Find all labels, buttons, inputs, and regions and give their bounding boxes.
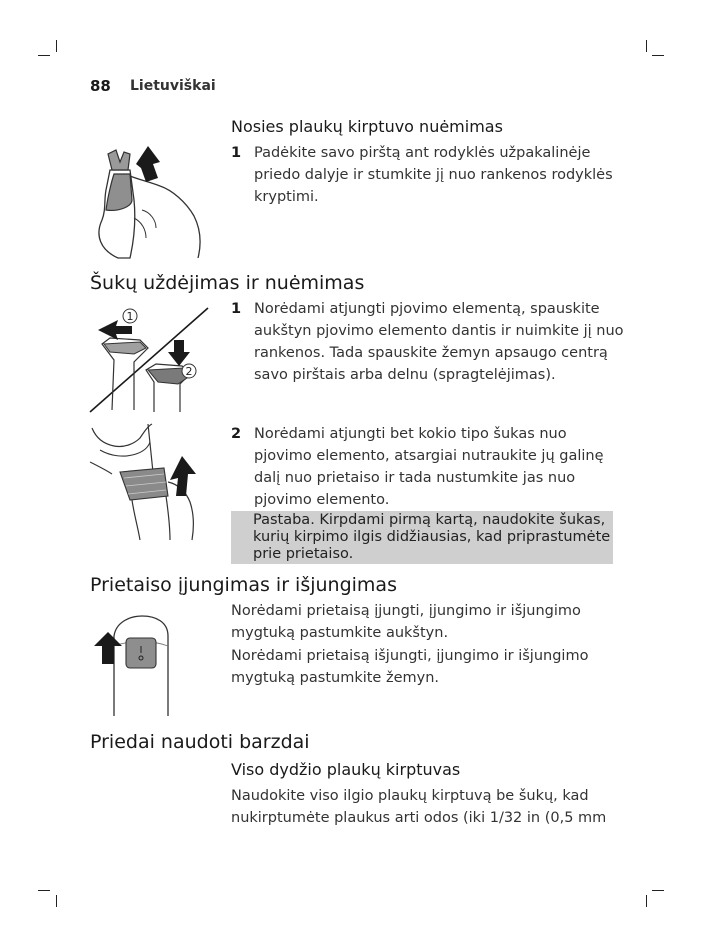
step-text: Norėdami atjungti bet kokio tipo šukas nuo pjovimo elemento, atsargiai nutraukite jų galinę dalį nuo prietaiso ir tada nustumkite jas nuo pjovimo elemento. — [254, 426, 604, 508]
step-number: 1 — [231, 301, 242, 317]
callout-2: 2 — [185, 365, 193, 378]
section-title-beard: Priedai naudoti barzdai — [90, 731, 310, 753]
page-language: Lietuviškai — [130, 78, 216, 94]
paragraph: Naudokite viso ilgio plaukų kirptuvą be šukų, kad nukirptumėte plaukus arti odos (iki 1/32 in (0,5 mm — [231, 788, 607, 826]
crop-mark — [38, 55, 50, 56]
callout-1: 1 — [126, 310, 134, 323]
note-text: Pastaba. Kirpdami pirmą kartą, naudokite šukas, kurių kirpimo ilgis didžiausias, kad priprastumėte prie prietaiso. — [253, 512, 611, 562]
note-box — [231, 511, 613, 564]
paragraph: Norėdami prietaisą išjungti, įjungimo ir išjungimo mygtuką pastumkite žemyn. — [231, 648, 589, 686]
section-title-nose: Nosies plaukų kirptuvo nuėmimas — [231, 117, 503, 136]
step-item — [231, 298, 626, 388]
step-item — [231, 142, 626, 212]
comb-removal-illustration — [90, 422, 215, 542]
page-number: 88 — [90, 77, 111, 95]
crop-mark — [56, 895, 57, 907]
crop-mark — [56, 40, 57, 52]
section-title-switch: Prietaiso įjungimas ir išjungimas — [90, 574, 397, 596]
crop-mark — [646, 40, 647, 52]
paragraph: Norėdami prietaisą įjungti, įjungimo ir išjungimo mygtuką pastumkite aukštyn. — [231, 603, 581, 641]
section-title-comb: Šukų uždėjimas ir nuėmimas — [90, 272, 365, 294]
power-switch-illustration — [90, 606, 215, 718]
crop-mark — [38, 890, 50, 891]
crop-mark — [646, 895, 647, 907]
section-subtitle-beard: Viso dydžio plaukų kirptuvas — [231, 760, 461, 779]
step-number: 2 — [231, 426, 242, 442]
crop-mark — [652, 890, 664, 891]
step-item — [231, 423, 626, 513]
cutting-element-removal-illustration — [90, 300, 215, 415]
step-text: Norėdami atjungti pjovimo elementą, spauskite aukštyn pjovimo elemento dantis ir nuimkite jį nuo rankenos. Tada spauskite žemyn apsaugo centrą savo pirštais arba delnu (spragtelėjimas). — [254, 301, 624, 383]
step-text: Padėkite savo pirštą ant rodyklės užpakalinėje priedo dalyje ir stumkite jį nuo rankenos rodyklės kryptimi. — [254, 145, 613, 205]
step-number: 1 — [231, 145, 242, 161]
crop-mark — [652, 55, 664, 56]
nose-trimmer-removal-illustration — [90, 140, 215, 262]
